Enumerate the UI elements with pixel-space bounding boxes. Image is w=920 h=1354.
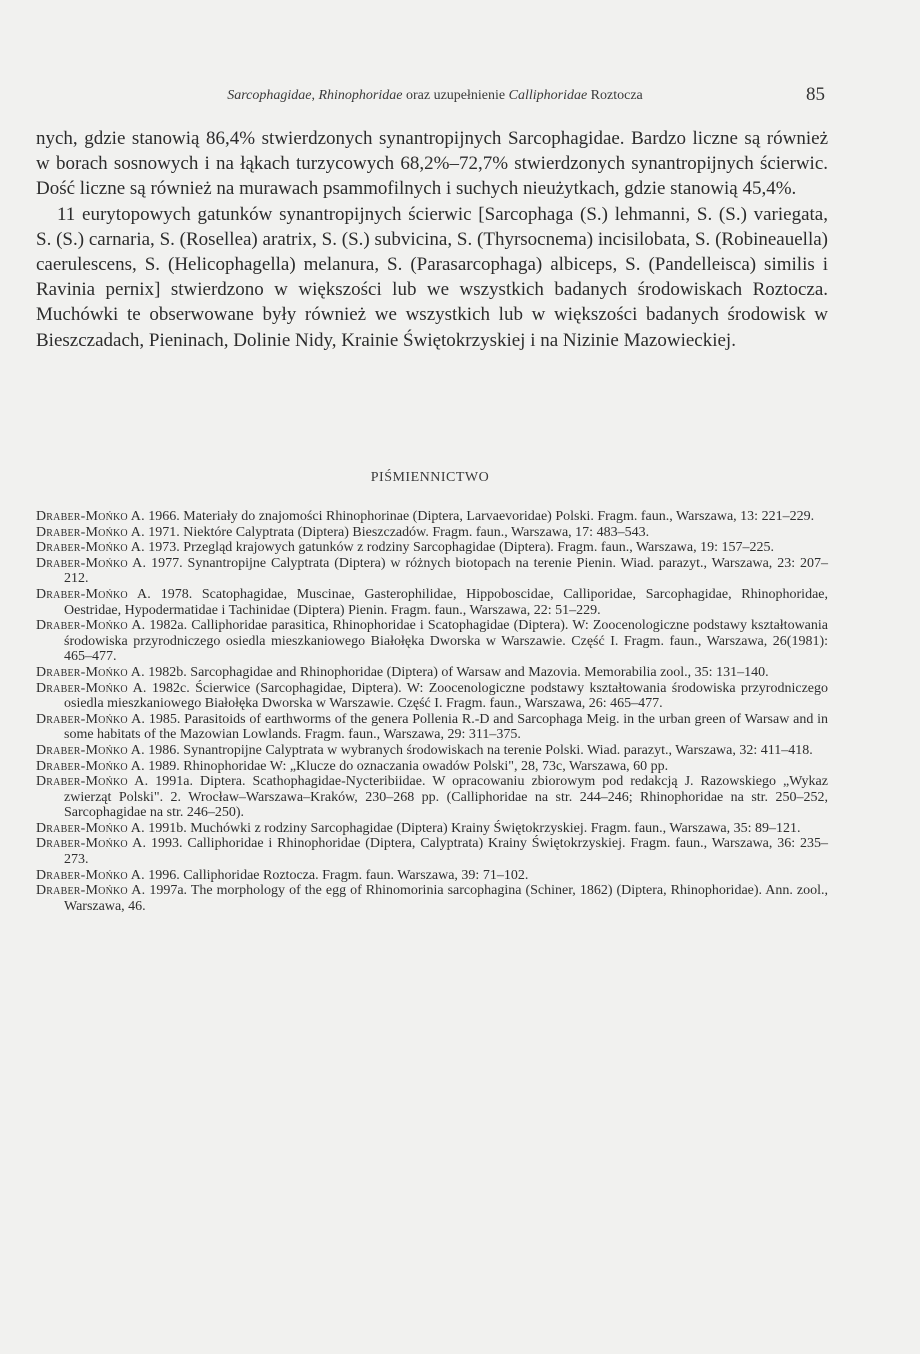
reference-author: Draber-Mońko A.: [36, 758, 145, 774]
reference-text: 1986. Synantropijne Calyptrata w wybranych środowiskach na terenie Polski. Wiad. parazyt., Warszawa, 32: 411–418.: [148, 742, 813, 758]
reference-text: 1991a. Diptera. Scathophagidae-Nycteribiidae. W opracowaniu zbiorowym pod redakcją J. Razowskiego „Wykaz zwierząt Polski". 2. Wrocław–Warszawa–Kraków, 230–268 pp. (Calliphoridae na str. 244–246; Rhinophoridae na str. 250–252, Sarcophagidae na str. 246–250).: [64, 774, 828, 821]
running-title-part: Roztocza: [587, 88, 643, 103]
reference-item: [36, 681, 828, 712]
reference-text: 1993. Calliphoridae i Rhinophoridae (Diptera, Calyptrata) Krainy Świętokrzyskiej. Fragm. faun., Warszawa, 36: 235–273.: [64, 836, 828, 868]
reference-text: 1982c. Ścierwice (Sarcophagidae, Diptera). W: Zoocenologiczne podstawy kształtowania środowiska przyrodniczego osiedla mieszkaniowego Białołęka Dworska w Warszawie. Część I. Fragm. faun., Warszawa, 26: 465–477.: [64, 680, 828, 712]
reference-text: 1966. Materiały do znajomości Rhinophorinae (Diptera, Larvaevoridae) Polski. Fragm. faun., Warszawa, 13: 221–229.: [148, 509, 815, 524]
page-number: 85: [806, 84, 825, 105]
reference-text: 1978. Scatophagidae, Muscinae, Gasterophilidae, Hippoboscidae, Calliporidae, Sarcophagidae, Rhinophoridae, Oestridae, Hypodermatidae i Tachinidae (Diptera) Pienin. Fragm. faun., Warszawa, 22: 51–229.: [64, 586, 829, 618]
running-title-part: oraz uzupełnienie: [402, 88, 509, 103]
reference-item: [36, 587, 828, 618]
reference-author: Draber-Mońko A.: [36, 836, 147, 852]
reference-author: Draber-Mońko A.: [36, 680, 147, 696]
reference-author: Draber-Mońko A.: [36, 867, 145, 883]
references-heading: PIŚMIENNICTWO: [370, 470, 490, 485]
reference-text: 1985. Parasitoids of earthworms of the genera Pollenia R.-D and Sarcophaga Meig. in the urban green of Warsaw and in some habitats of the Mazowian Lowlands. Fragm. faun., Warszawa, 29: 311–375.: [64, 711, 828, 743]
running-header: [145, 88, 725, 104]
reference-author: Draber-Mońko A.: [36, 509, 145, 524]
reference-author: Draber-Mońko A.: [36, 555, 147, 571]
reference-author: Draber-Mońko A.: [36, 618, 146, 634]
reference-author: Draber-Mońko A.: [36, 540, 145, 556]
running-title-part: ,: [311, 88, 319, 103]
reference-item: [36, 821, 828, 837]
reference-author: Draber-Mońko A.: [36, 711, 146, 727]
reference-item: [36, 836, 828, 867]
reference-item: [36, 525, 828, 541]
reference-author: Draber-Mońko A.: [36, 586, 151, 602]
reference-item: [36, 509, 828, 525]
reference-text: 1971. Niektóre Calyptrata (Diptera) Bieszczadów. Fragm. faun., Warszawa, 17: 483–543.: [148, 524, 650, 540]
references-list: [36, 509, 828, 914]
reference-item: [36, 540, 828, 556]
reference-text: 1996. Calliphoridae Roztocza. Fragm. faun. Warszawa, 39: 71–102.: [148, 867, 529, 883]
reference-item: [36, 743, 828, 759]
reference-text: 1989. Rhinophoridae W: „Klucze do oznaczania owadów Polski", 28, 73c, Warszawa, 60 pp.: [148, 758, 669, 774]
running-title-part: Rhinophoridae: [318, 88, 403, 103]
reference-item: [36, 883, 828, 914]
reference-item: [36, 868, 828, 884]
reference-item: [36, 556, 828, 587]
reference-text: 1997a. The morphology of the egg of Rhinomorinia sarcophagina (Schiner, 1862) (Diptera, Rhinophoridae). Ann. zool., Warszawa, 46.: [64, 883, 829, 914]
reference-text: 1973. Przegląd krajowych gatunków z rodziny Sarcophagidae (Diptera). Fragm. faun., Warszawa, 19: 157–225.: [148, 540, 775, 556]
body-paragraph: 11 eurytopowych gatunków synantropijnych ścierwic [Sarcophaga (S.) lehmanni, S. (S.) variegata, S. (S.) carnaria, S. (Rosellea) aratrix, S. (S.) subvicina, S. (Thyrsocnema) incisilobata, S. (Robineauella) caerulescens, S. (Helicophagella) melanura, S. (Parasarcophaga) albiceps, S. (Pandelleisca) similis i Ravinia pernix] stwierdzono w większości lub we wszystkich badanych środowiskach Roztocza. Muchówki te obserwowane były również we wszystkich lub w większości badanych środowisk w Bieszczadach, Pieninach, Dolinie Nidy, Krainie Świętokrzyskiej i na Nizinie Mazowieckiej.: [36, 203, 828, 351]
reference-item: [36, 665, 828, 681]
reference-text: 1982b. Sarcophagidae and Rhinophoridae (Diptera) of Warsaw and Mazovia. Memorabilia zool., 35: 131–140.: [148, 664, 769, 680]
reference-author: Draber-Mońko A.: [36, 742, 145, 758]
reference-author: Draber-Mońko A.: [36, 664, 145, 680]
reference-item: [36, 618, 828, 665]
reference-text: 1977. Synantropijne Calyptrata (Diptera) w różnych biotopach na terenie Pienin. Wiad. parazyt., Warszawa, 23: 207–212.: [64, 555, 828, 587]
reference-author: Draber-Mońko A.: [36, 820, 145, 836]
reference-text: 1982a. Calliphoridae parasitica, Rhinophoridae i Scatophagidae (Diptera). W: Zoocenologiczne podstawy kształtowania środowiska przyrodniczego osiedla mieszkaniowego Białołęka Dworska w Warszawie. Część I. Fragm. faun., Warszawa, 26(1981): 465–477.: [64, 618, 828, 665]
reference-item: [36, 759, 828, 775]
body-text: [36, 126, 828, 353]
reference-author: Draber-Mońko A.: [36, 883, 146, 899]
reference-item: [36, 712, 828, 743]
running-title-part: Calliphoridae: [508, 88, 588, 103]
reference-author: Draber-Mońko A.: [36, 774, 149, 790]
reference-text: 1991b. Muchówki z rodziny Sarcophagidae (Diptera) Krainy Świętokrzyskiej. Fragm. faun., Warszawa, 35: 89–121.: [148, 820, 801, 836]
reference-author: Draber-Mońko A.: [36, 524, 145, 540]
reference-item: [36, 774, 828, 821]
body-paragraph: nych, gdzie stanowią 86,4% stwierdzonych synantropijnych Sarcophagidae. Bardzo liczne są również w borach sosnowych i na łąkach turzycowych 68,2%–72,7% stwierdzonych synantropijnych ścierwic. Dość liczne są również na murawach psammofilnych i suchych nieużytkach, gdzie stanowią 45,4%.: [36, 128, 828, 200]
running-title-part: Sarcophagidae: [227, 88, 312, 103]
